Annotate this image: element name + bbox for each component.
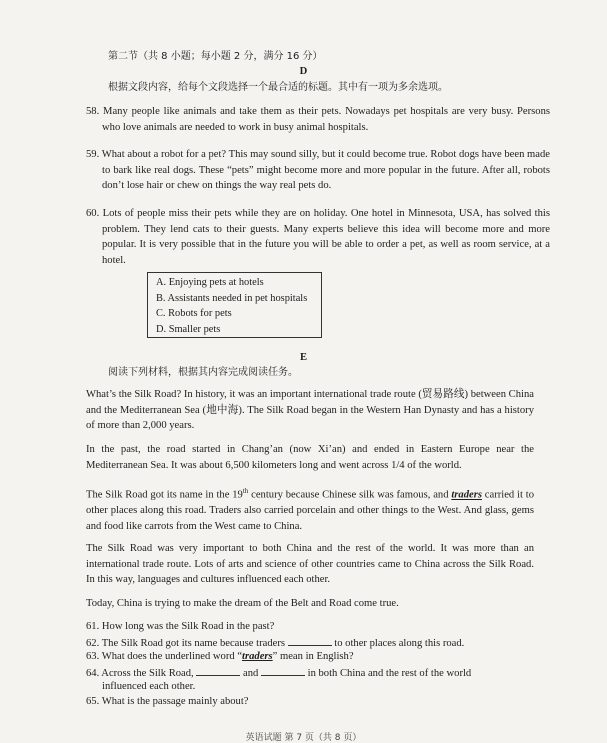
part-e-letter: E xyxy=(299,352,308,363)
paragraph-3-text-mid: century because Chinese silk was famous, and xyxy=(248,489,452,501)
underlined-word-traders: traders xyxy=(451,489,482,501)
question-63-end: ” mean in English? xyxy=(272,651,354,662)
question-64-start: 64. Across the Silk Road, xyxy=(86,668,194,679)
question-62-start: 62. The Silk Road got its name because traders xyxy=(86,638,285,649)
question-63 xyxy=(86,650,354,664)
passage-paragraph-2: In the past, the road started in Chang’an (now Xi’an) and ended in Eastern Europe near the Mediterranean Sea. It was about 6,500 kilometers long and went across 1/4 of the world. xyxy=(86,444,534,471)
passage-paragraph-4: The Silk Road was very important to both China and the rest of the world. It was more than an international trade route. Lots of arts and science of other countries came to China across the Silk Road. In this way, languages and cultures influenced each other. xyxy=(86,543,534,585)
page-footer: 英语试题 第 7 页（共 8 页） xyxy=(245,733,362,743)
passage-paragraph-5: Today, China is trying to make the dream of the Belt and Road come true. xyxy=(86,598,399,609)
question-65: 65. What is the passage mainly about? xyxy=(86,696,249,707)
question-64-end: in both China and the rest of the world xyxy=(307,668,472,679)
question-63-start: 63. What does the underlined word “ xyxy=(86,651,243,662)
question-58: 58. Many people like animals and take them as their pets. Nowadays pet hospitals are very busy. Persons who love animals are needed to work in busy animal hospitals. xyxy=(86,106,550,133)
question-62 xyxy=(86,635,464,651)
passage-paragraph-3 xyxy=(86,484,534,534)
question-59: 59. What about a robot for a pet? This may sound silly, but it could become true. Robot dogs have been made to bark like real dogs. These “pets” might become more and more popular in the future. After all, robots don’t lose hair or chew on things the way real pets do. xyxy=(86,149,550,191)
question-61: 61. How long was the Silk Road in the past? xyxy=(86,621,275,632)
option-c: C. Robots for pets xyxy=(156,308,232,319)
ordinal-suffix: th xyxy=(242,487,249,495)
question-64 xyxy=(86,665,471,681)
question-63-underlined-word: traders xyxy=(242,651,273,662)
section2-header: 第二节（共 8 小题；每小题 2 分，满分 16 分） xyxy=(108,51,323,62)
answer-blank-64b[interactable] xyxy=(261,665,305,676)
option-b: B. Assistants needed in pet hospitals xyxy=(156,292,308,304)
options-box xyxy=(147,272,322,338)
question-62-end: to other places along this road. xyxy=(334,638,465,649)
question-64-and: and xyxy=(243,668,259,679)
paragraph-3-text-start: The Silk Road got its name in the 19 xyxy=(86,489,243,501)
part-d-letter: D xyxy=(299,66,308,77)
option-a: A. Enjoying pets at hotels xyxy=(156,277,264,288)
part-e-instruction: 阅读下列材料，根据其内容完成阅读任务。 xyxy=(108,367,298,378)
paragraph-3-text-end: carried it to other places along this road. Traders also carried porcelain and other things to the West. And glass, gems and food like carrots from the West came to China. xyxy=(86,489,534,532)
answer-blank-62[interactable] xyxy=(288,635,332,646)
answer-blank-64a[interactable] xyxy=(196,665,240,676)
passage-paragraph-1: What’s the Silk Road? In history, it was an important international trade route (贸易路线) between China and the Mediterranean Sea (地中海). The Silk Road began in the Western Han Dynasty and has a history of more than 2,000 years. xyxy=(86,389,534,431)
question-60: 60. Lots of people miss their pets while they are on holiday. One hotel in Minnesota, USA, has solved this problem. They lend cats to their guests. Many experts believe this idea will become more and more popular. It is very possible that in the future you will be able to order a pet, as well as room service, at a hotel. xyxy=(86,208,550,266)
part-d-instruction: 根据文段内容，给每个文段选择一个最合适的标题。其中有一项为多余选项。 xyxy=(108,82,448,93)
option-d: D. Smaller pets xyxy=(156,323,221,335)
question-64-continued: influenced each other. xyxy=(102,681,196,692)
